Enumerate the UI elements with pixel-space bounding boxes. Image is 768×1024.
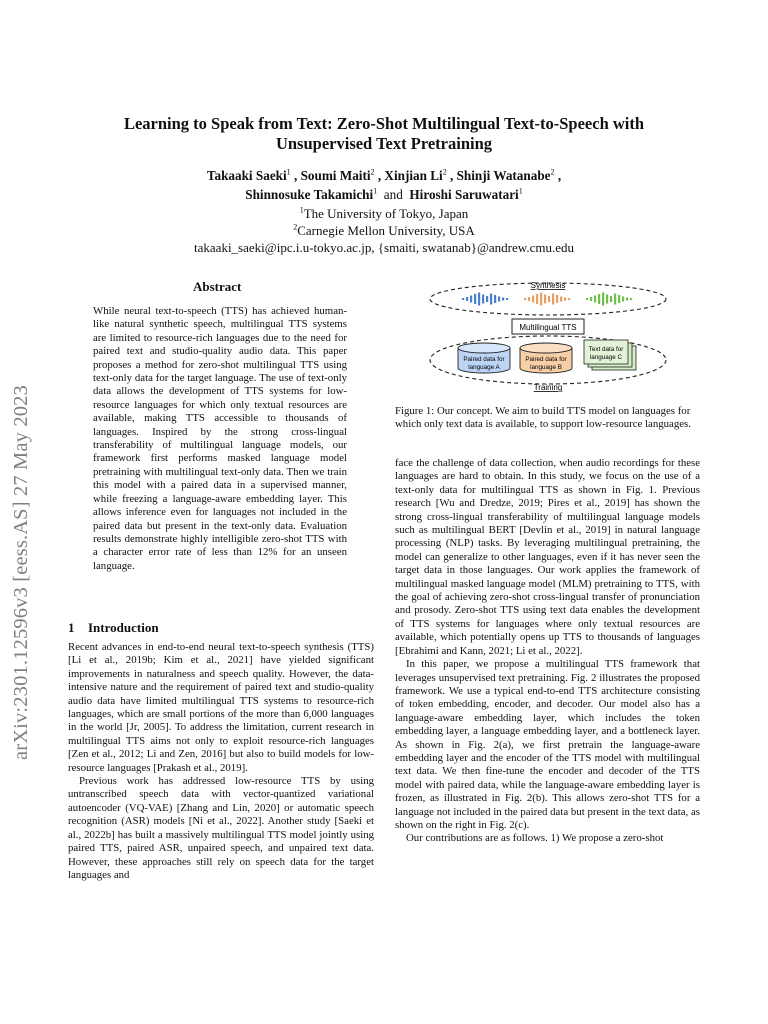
waveform-bar: [564, 298, 566, 301]
model-label: Multilingual TTS: [519, 323, 577, 332]
author-name: Hiroshi Saruwatari: [409, 187, 519, 202]
abstract-heading: Abstract: [193, 279, 242, 294]
section-heading-introduction: [68, 620, 159, 636]
waveform-bar: [478, 293, 480, 306]
waveform-bar: [490, 294, 492, 305]
author-name: Soumi Maiti: [300, 168, 371, 183]
waveform-bar: [618, 295, 620, 303]
waveform-bar: [544, 295, 546, 304]
db-c-line1: Text data for: [588, 346, 624, 353]
section-title: Introduction: [88, 620, 159, 635]
affiliation: [60, 205, 708, 222]
waveform-bar: [598, 294, 600, 304]
abstract-text: [93, 305, 347, 573]
waveform-bar: [606, 295, 608, 304]
section-number: 1: [68, 620, 75, 635]
db-a-line2: language A: [468, 364, 500, 371]
waveform-bar: [466, 297, 468, 301]
affiliations: [60, 205, 708, 256]
waveform-bar: [502, 298, 504, 301]
waveform-bar: [462, 298, 464, 300]
waveform-bar: [610, 296, 612, 302]
waveform-bar: [528, 297, 530, 301]
text-documents-icon: [584, 340, 636, 370]
affil-name: Carnegie Mellon University, USA: [297, 223, 475, 238]
waveform-c-icon: [586, 293, 632, 306]
affil-name: The University of Tokyo, Japan: [303, 206, 469, 221]
waveform-bar: [524, 298, 526, 300]
author-name: Shinji Watanabe: [456, 168, 551, 183]
waveform-bar: [594, 296, 596, 303]
waveform-bar: [568, 298, 570, 300]
paper-title: [60, 114, 708, 154]
emails: takaaki_saeki@ipc.i.u-tokyo.ac.jp, {smaiti, swatanab}@andrew.cmu.edu: [194, 240, 574, 255]
figure-1-diagram: [420, 278, 680, 394]
database-b-icon: [520, 343, 572, 373]
affil-num: 1: [299, 205, 304, 215]
waveform-bar: [494, 295, 496, 303]
paragraph: Recent advances in end-to-end neural text-to-speech synthesis (TTS) [Li et al., 2019b; Kim et al., 2021] have yielded significant improvements in naturalness and speech quality. However, the data-intensive nature and the requirement of paired text and studio-quality audio data have limited multilingual TTS systems to resource-rich languages, which are small portions of the more than 6,000 languages in the world [Jr, 2005]. To address the limitation, current research in multilingual TTS aims not only to exploit resource-rich languages [Zen et al., 2012; Li and Zen, 2016] but also to build models for low-resource languages [Prakash et al., 2019].: [68, 641, 374, 774]
author-affil-mark: 1: [518, 186, 523, 196]
waveform-bar: [622, 297, 624, 302]
figure-1-caption: Figure 1: Our concept. We aim to build TTS model on languages for which only text data is available, to support low-resource languages.: [395, 405, 691, 431]
db-b-line1: Paired data for: [525, 356, 567, 363]
author-affil-mark: 1: [286, 167, 291, 177]
waveform-bar: [498, 297, 500, 302]
paragraph: Previous work has addressed low-resource TTS by using untranscribed speech data with vector-quantized variational autoencoder (VQ-VAE) [Zhang and Lin, 2020] or automatic speech recognition (ASR) models [Ni et al., 2022]. Another study [Saeki et al., 2022b] has built a massively multilingual TTS model jointly using paired TTS, paired ASR, unpaired speech, and unpaired text data. However, these approaches still rely on speech data for the target languages and: [68, 775, 374, 881]
db-c-line2: language C: [589, 354, 623, 361]
waveform-bar: [470, 296, 472, 303]
waveform-bar: [630, 298, 632, 300]
author-name: Takaaki Saeki: [206, 168, 287, 183]
author-affil-mark: 2: [442, 167, 447, 177]
author-name: Shinnosuke Takamichi: [245, 187, 374, 202]
waveform-bar: [560, 297, 562, 302]
db-a-line1: Paired data for: [463, 356, 505, 363]
author-line-2: [60, 185, 708, 204]
training-label: Training: [533, 383, 563, 392]
waveform-bar: [506, 298, 508, 300]
waveform-a-icon: [462, 293, 508, 306]
synthesis-label: Synthesis: [530, 281, 566, 290]
paragraph: Our contributions are as follows. 1) We propose a zero-shot: [406, 832, 664, 845]
waveform-bar: [614, 294, 616, 305]
author-affil-mark: 1: [373, 186, 378, 196]
waveform-bar: [486, 296, 488, 302]
paragraph: face the challenge of data collection, when audio recordings for these languages are hard to obtain. In this study, we focus on the use of a text-only data for multilingual TTS as shown in Fig. 1. Previous research [Wu and Dredze, 2019; Pires et al., 2019] has shown the strong cross-lingual transferability of multilingual language models such as multilingual BERT [Devlin et al., 2019] in natural language processing (NLP) tasks. By leveraging multilingual pretraining, the model can generalize to other languages, even if it has never seen the target data in those languages. Our work applies the framework of multilingual masked language model (MLM) pretraining to TTS, with the goal of achieving zero-shot cross-lingual transfer of pronunciation and prosody. Zero-shot TTS using text data enables the development of TTS systems for languages where only textual resources are available, which potentially opens up TTS to thousands of languages [Ebrahimi and Kann, 2021; Li et al., 2022].: [395, 457, 700, 657]
waveform-bar: [532, 296, 534, 303]
affiliation: [60, 222, 708, 239]
paragraph: In this paper, we propose a multilingual TTS framework that leverages unsupervised text pretraining. Fig. 2 illustrates the proposed framework. We use a typical end-to-end TTS architecture consisting of token embedding, encoder, and decoder. Our model also has a language-aware embedding layer, which includes the token embedding layer, a language embedding layer, and a bottleneck layer. As shown in Fig. 2(a), we first pretrain the language-aware embedding layer and the encoder of the TTS model with multilingual text data. We then fine-tune the encoder and decoder of the TTS model with paired data, while the language-aware embedding layer is frozen, as illustrated in Fig. 2(b). This allows zero-shot TTS for a language not included in the paired data but present in the text data, as shown on the right in Fig. 2(c).: [395, 658, 700, 831]
author-and: and: [383, 187, 403, 202]
waveform-bar: [556, 295, 558, 303]
waveform-bar: [602, 293, 604, 306]
author-list: [60, 166, 708, 204]
title-line-2: Unsupervised Text Pretraining: [275, 134, 493, 153]
waveform-bar: [540, 293, 542, 306]
author-affil-mark: 2: [370, 167, 375, 177]
waveform-bar: [474, 294, 476, 304]
waveform-bar: [552, 294, 554, 305]
intro-body: [68, 641, 374, 882]
arxiv-stamp: arXiv:2301.12596v3 [eess.AS] 27 May 2023: [10, 385, 32, 760]
waveform-b-icon: [524, 293, 570, 306]
right-column-body: [395, 457, 700, 846]
title-line-1: Learning to Speak from Text: Zero-Shot Multilingual Text-to-Speech with: [123, 114, 645, 133]
waveform-bar: [590, 297, 592, 301]
author-line-1: Takaaki Saeki$^1$ , Soumi Maiti$^2$ , Xinjian Li$^2$ , Shinji Watanabe$^2$ ,: [206, 167, 562, 183]
abstract-paragraph: While neural text-to-speech (TTS) has achieved human-like natural synthetic speech, multilingual TTS systems are limited to resource-rich languages due to the need for paired text and studio-quality audio data. This paper proposes a method for zero-shot multilingual TTS using text-only data for the target language. The use of text-only data allows the development of TTS systems for low-resource languages for which only textual resources are available, making TTS accessible to thousands of languages. Inspired by the strong cross-lingual transferability of multilingual language models, our framework first performs masked language model pretraining with multilingual text-only data. Then we train this model with a paired data in a supervised manner, while freezing a language-aware embedding layer. This allows inference even for languages not included in the paired data but present in the text-only data. Evaluation results demonstrate highly intelligible zero-shot TTS with a character error rate of less than 12% for an unseen language.: [93, 305, 347, 572]
author-name: Xinjian Li: [384, 168, 443, 183]
db-b-line2: language B: [530, 364, 562, 371]
waveform-bar: [586, 298, 588, 300]
author-affil-mark: 2: [550, 167, 555, 177]
waveform-bar: [536, 294, 538, 304]
affil-num: 2: [293, 222, 298, 232]
waveform-bar: [482, 295, 484, 304]
waveform-bar: [626, 298, 628, 301]
database-a-icon: [458, 343, 510, 373]
waveform-bar: [548, 296, 550, 302]
